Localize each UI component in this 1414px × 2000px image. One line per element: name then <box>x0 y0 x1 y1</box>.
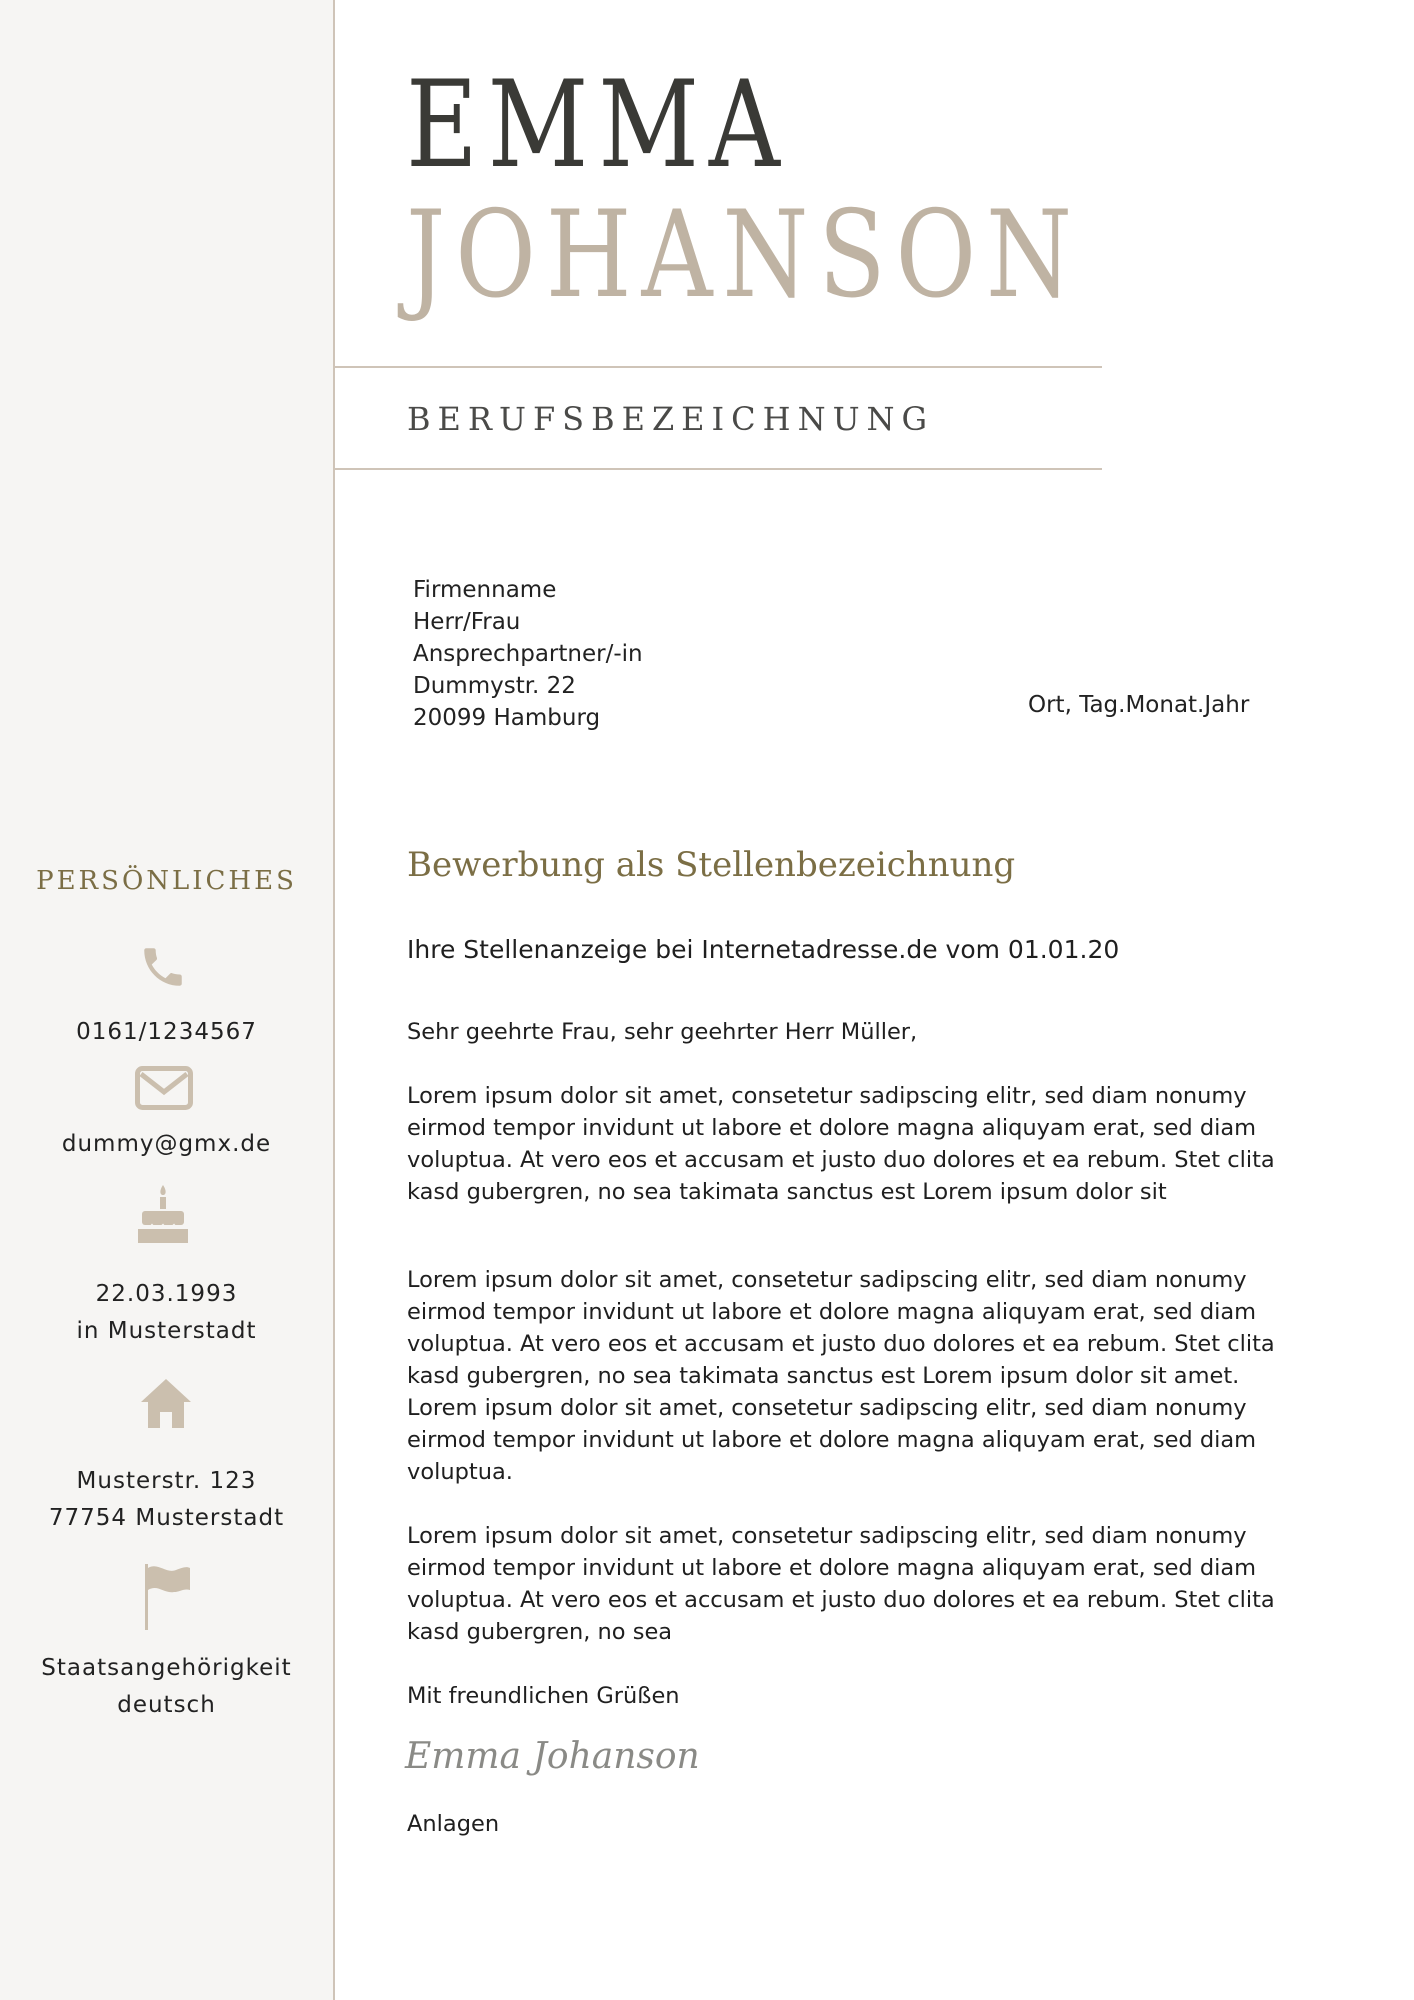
letter-attachments: Anlagen <box>407 1811 500 1837</box>
signature: Emma Johanson <box>405 1736 700 1777</box>
sidebar-divider <box>333 0 335 2000</box>
letter-subject: Bewerbung als Stellenbezeichnung <box>407 845 1016 885</box>
recipient-company: Firmenname <box>413 577 557 603</box>
recipient-address <box>413 574 643 734</box>
letter-reference: Ihre Stellenanzeige bei Internetadresse.de vom 01.01.20 <box>407 935 1120 964</box>
letter-paragraph-2: Lorem ipsum dolor sit amet, consetetur sadipscing elitr, sed diam nonumy eirmod tempor invidunt ut labore et dolore magna aliquyam erat, sed diam voluptua. At vero eos et accusam et justo duo dolores et ea rebum. Stet clita kasd gubergren, no sea takimata sanctus est Lorem ipsum dolor sit amet. Lorem ipsum dolor sit amet, consetetur sadipscing elitr, sed diam nonumy eirmod tempor invidunt ut labore et dolore magna aliquyam erat, sed diam voluptua. <box>407 1267 1275 1485</box>
envelope-icon <box>135 1066 193 1110</box>
personal-section-title: PERSÖNLICHES <box>36 866 297 896</box>
recipient-salutation: Herr/Frau <box>413 609 521 635</box>
address-city: 77754 Musterstadt <box>48 1505 285 1531</box>
header-divider-bottom <box>335 468 1102 470</box>
email-address: dummy@gmx.de <box>61 1131 272 1157</box>
letter-salutation: Sehr geehrte Frau, sehr geehrter Herr Müller, <box>407 1019 918 1045</box>
flag-icon <box>142 1562 194 1630</box>
birthday-cake-icon <box>136 1183 190 1245</box>
job-title: BERUFSBEZEICHNUNG <box>407 400 935 438</box>
address-street: Musterstr. 123 <box>76 1468 257 1494</box>
phone-icon <box>138 942 188 992</box>
birth-date: 22.03.1993 <box>95 1281 238 1307</box>
house-icon <box>139 1376 193 1430</box>
recipient-street: Dummystr. 22 <box>413 673 576 699</box>
letter-closing: Mit freundlichen Grüßen <box>407 1683 680 1709</box>
recipient-contact: Ansprechpartner/-in <box>413 641 643 667</box>
header-divider-top <box>335 366 1102 368</box>
phone-number: 0161/1234567 <box>76 1019 257 1045</box>
recipient-city: 20099 Hamburg <box>413 705 601 731</box>
nationality-value: deutsch <box>117 1692 216 1718</box>
letter-paragraph-1: Lorem ipsum dolor sit amet, consetetur sadipscing elitr, sed diam nonumy eirmod tempor invidunt ut labore et dolore magna aliquyam erat, sed diam voluptua. At vero eos et accusam et justo duo dolores et ea rebum. Stet clita kasd gubergren, no sea takimata sanctus est Lorem ipsum dolor sit <box>407 1083 1275 1205</box>
letter-paragraph-3: Lorem ipsum dolor sit amet, consetetur sadipscing elitr, sed diam nonumy eirmod tempor invidunt ut labore et dolore magna aliquyam erat, sed diam voluptua. At vero eos et accusam et justo duo dolores et ea rebum. Stet clita kasd gubergren, no sea <box>407 1523 1275 1645</box>
last-name: JOHANSON <box>406 186 1083 325</box>
birth-place: in Musterstadt <box>76 1318 257 1344</box>
place-date: Ort, Tag.Monat.Jahr <box>1028 692 1250 718</box>
nationality-label: Staatsangehörigkeit <box>41 1655 292 1681</box>
first-name: EMMA <box>406 56 790 195</box>
